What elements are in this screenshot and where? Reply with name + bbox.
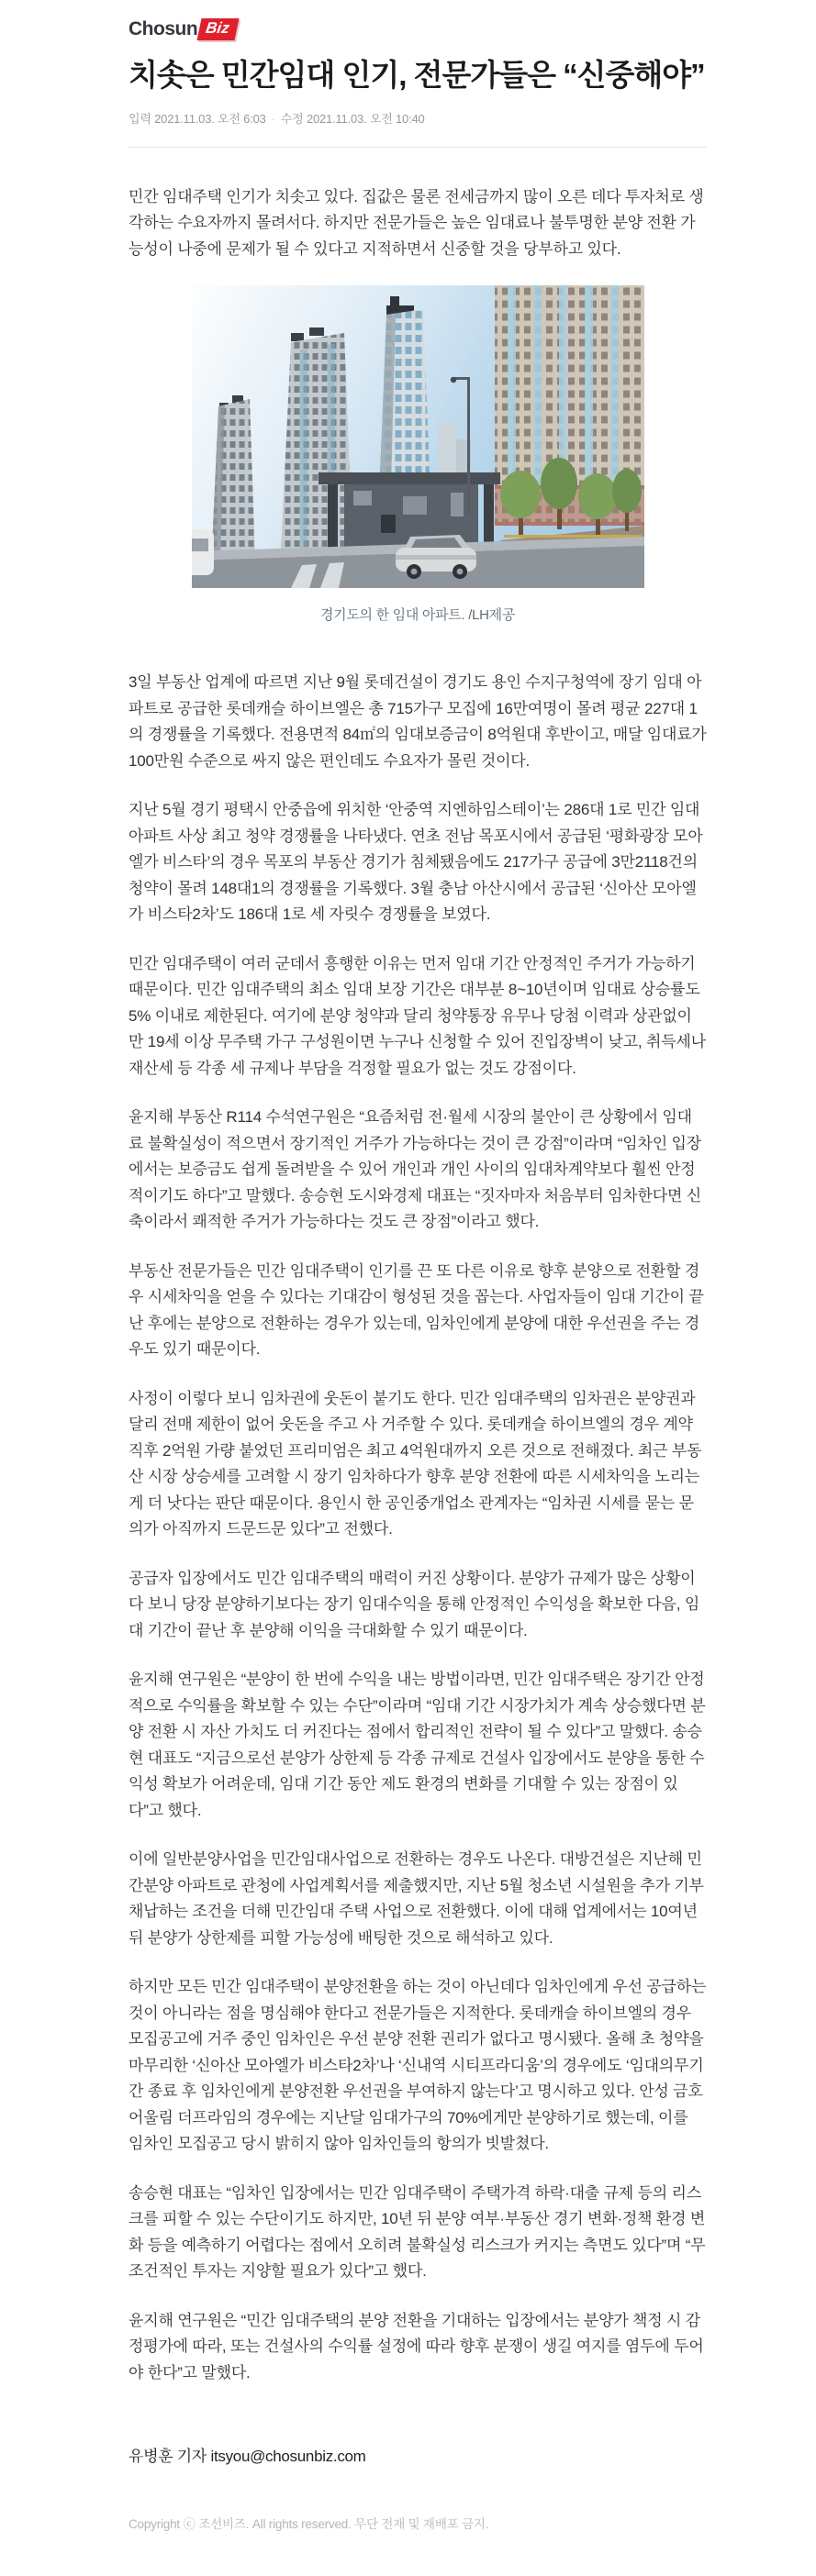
apartment-photo — [192, 285, 644, 588]
logo-biz-badge — [197, 18, 240, 40]
reporter-name: 유병훈 기자 — [129, 2448, 207, 2466]
paragraph: 민간 임대주택이 여러 군데서 흥행한 이유는 먼저 임대 기간 안정적인 주거가 가능하기 때문이다. 민간 임대주택의 최소 임대 보장 기간은 대부분 8~10년이며 임대료 상승률도 5% 이내로 제한된다. 여기에 분양 청약과 달리 청약통장 유무나 당첨 이력과 상관없이 만 19세 이상 무주택 가구 구성원이면 누구나 신청할 수 있어 진입장벽이 낮고, 취득세나 재산세 등 각종 세 규제나 부담을 걱정할 필요가 없는 것도 강점이다. — [129, 954, 706, 1077]
header-divider — [129, 147, 707, 148]
apartment-photo-illustration — [192, 285, 644, 588]
logo-biz-text: Biz — [205, 19, 231, 37]
car-left — [192, 529, 214, 575]
paragraph: 민간 임대주택 인기가 치솟고 있다. 집값은 물론 전세금까지 많이 오른 데다 투자처로 생각하는 수요자까지 몰려서다. 하지만 전문가들은 높은 임대료나 불투명한 분양 전환 가능성이 나중에 문제가 될 수 있다고 지적하면서 신중할 것을 당부하고 있다. — [129, 187, 704, 258]
paragraph: 이에 일반분양사업을 민간임대사업으로 전환하는 경우도 나온다. 대방건설은 지난해 민간분양 아파트로 관청에 사업계획서를 제출했지만, 지난 5월 청소년 시설원을 추가 기부채납하는 조건을 더해 민간임대 주택 사업으로 전환했다. 이에 대해 업계에서는 10여년 뒤 분양가 상한제를 피할 가능성에 배팅한 것으로 해석하고 있다. — [129, 1850, 704, 1947]
paragraph: 사정이 이렇다 보니 임차권에 웃돈이 붙기도 한다. 민간 임대주택의 임차권은 분양권과 달리 전매 제한이 없어 웃돈을 주고 사 거주할 수 있다. 롯데캐슬 하이브엘의 경우 계약 직후 2억원 가량 붙었던 프리미엄은 최고 4억원대까지 오른 것으로 전해졌다. 최근 부동산 시장 상승세를 고려할 시 장기 임차하다가 향후 분양 전환에 따른 시세차익을 노리는 게 더 낫다는 판단 때문이다. 용인시 한 공인중개업소 관계자는 “임차권 시세를 묻는 문의가 아직까지 드문드문 있다”고 전했다. — [129, 1389, 702, 1538]
published-timestamp: 입력 2021.11.03. 오전 6:03 — [129, 111, 266, 126]
article-title: 치솟은 민간임대 인기, 전문가들은 “신중해야” — [129, 58, 705, 92]
chosunbiz-logo[interactable] — [129, 18, 237, 40]
article-body — [129, 184, 707, 2387]
paragraph: 윤지해 연구원은 “민간 임대주택의 분양 전환을 기대하는 입장에서는 분양가 책정 시 감정평가에 따라, 또는 건설사의 수익률 설정에 따라 향후 분쟁이 생길 여지를 염두에 두어야 한다”고 말했다. — [129, 2311, 704, 2382]
paragraph: 지난 5월 경기 평택시 안중읍에 위치한 ‘안중역 지엔하임스테이’는 286대 1로 민간 임대 아파트 사상 최고 청약 경쟁률을 나타냈다. 연초 전남 목포시에서 공급된 ‘평화광장 모아엘가 비스타’의 경우 목포의 부동산 경기가 침체됐음에도 217가구 공급에 3만2118건의 청약이 몰려 148대1의 경쟁률을 기록했다. 3월 충남 아산시에서 공급된 ‘신아산 모아엘가 비스타2차’도 186대 1로 세 자릿수 경쟁률을 보였다. — [129, 801, 703, 924]
paragraph: 하지만 모든 민간 임대주택이 분양전환을 하는 것이 아닌데다 임차인에게 우선 공급하는 것이 아니라는 점을 명심해야 한다고 전문가들은 지적한다. 롯데캐슬 하이브엘의 경우 모집공고에 거주 중인 임차인은 우선 분양 전환 권리가 없다고 명시됐다. 올해 초 청약을 마무리한 ‘신아산 모아엘가 비스타2차’나 ‘신내역 시티프라디움’의 경우에도 ‘임대의무기간 종료 후 임차인에게 분양전환 우선권을 부여하지 않는다’고 명시하고 있다. 안성 금호어울림 더프라임의 경우에는 지난달 임대가구의 70%에게만 분양하기로 했는데, 이를 임차인 모집공고 당시 밝히지 않아 임차인들의 항의가 빗발쳤다. — [129, 1978, 707, 2153]
paragraph: 윤지해 부동산 R114 수석연구원은 “요즘처럼 전·월세 시장의 불안이 큰 상황에서 임대료 불확실성이 적으면서 장기적인 거주가 가능하다는 것이 큰 강점”이라며 “임차인 입장에서는 보증금도 쉽게 돌려받을 수 있어 개인과 개인 사이의 임대차계약보다 훨씬 안정적이기도 하다”고 말했다. 송승현 도시와경제 대표는 “짓자마자 처음부터 임차한다면 신축이라서 쾌적한 주거가 가능하다는 것도 큰 장점”이라고 했다. — [129, 1108, 701, 1231]
photo-caption: 경기도의 한 임대 아파트. /LH제공 — [319, 607, 516, 624]
modified-timestamp: 수정 2021.11.03. 오전 10:40 — [280, 111, 425, 126]
article-meta — [129, 109, 707, 127]
paragraph: 송승현 대표는 “임차인 입장에서는 민간 임대주택이 주택가격 하락·대출 규제 등의 리스크를 피할 수 있는 수단이기도 하지만, 10년 뒤 분양 여부·부동산 경기 변화·정책 환경 변화 등을 예측하기 어렵다는 점에서 오히려 불확실성 리스크가 커지는 측면도 있다”며 “무조건적인 투자는 지양할 필요가 있다”고 했다. — [129, 2183, 706, 2281]
paragraph: 공급자 입장에서도 민간 임대주택의 매력이 커진 상황이다. 분양가 규제가 많은 상황이다 보니 당장 분양하기보다는 장기 임대수익을 통해 안정적인 수익성을 확보한 다음, 임대 기간이 끝난 후 분양해 이익을 극대화할 수 있기 때문이다. — [129, 1569, 700, 1639]
site-header — [129, 17, 707, 40]
meta-separator: · — [271, 111, 275, 126]
copyright-notice: Copyright ⓒ 조선비즈. All rights reserved. 무단 전재 및 재배포 금지. — [129, 2517, 489, 2532]
paragraph: 부동산 전문가들은 민간 임대주택이 인기를 끈 또 다른 이유로 향후 분양으로 전환할 경우 시세차익을 얻을 수 있다는 기대감이 형성된 것을 꼽는다. 사업자들이 임대 기간이 끝난 후에는 분양으로 전환하는 경우가 있는데, 임차인에게 분양에 대한 우선권을 주는 경우도 있기 때문이다. — [129, 1261, 704, 1359]
paragraph: 윤지해 연구원은 “분양이 한 번에 수익을 내는 방법이라면, 민간 임대주택은 장기간 안정적으로 수익률을 확보할 수 있는 수단”이라며 “임대 기간 시장가치가 계속 상승했다면 분양 전환 시 자산 가치도 더 커진다는 점에서 합리적인 전략이 될 수 있다”고 말했다. 송승현 대표도 “지금으로선 분양가 상한제 등 각종 규제로 건설사 입장에서도 분양을 통한 수익성 확보가 어려운데, 임대 기간 동안 제도 환경의 변화를 기대할 수 있는 장점이 있다”고 했다. — [129, 1671, 706, 1819]
article-figure — [129, 285, 707, 624]
byline — [129, 2443, 707, 2466]
paragraph: 3일 부동산 업계에 따르면 지난 9월 롯데건설이 경기도 용인 수지구청역에 장기 임대 아파트로 공급한 롯데캐슬 하이브엘은 총 715가구 모집에 16만여명이 몰려 평균 227대 1의 경쟁률을 기록했다. 전용면적 84㎡의 임대보증금이 8억원대 후반이고, 매달 임대료가 100만원 수준으로 싸지 않은 편인데도 수요자가 몰린 것이다. — [129, 673, 707, 770]
logo-chosun-text: Chosun — [129, 18, 198, 39]
reporter-email-link[interactable]: itsyou@chosunbiz.com — [210, 2448, 366, 2466]
